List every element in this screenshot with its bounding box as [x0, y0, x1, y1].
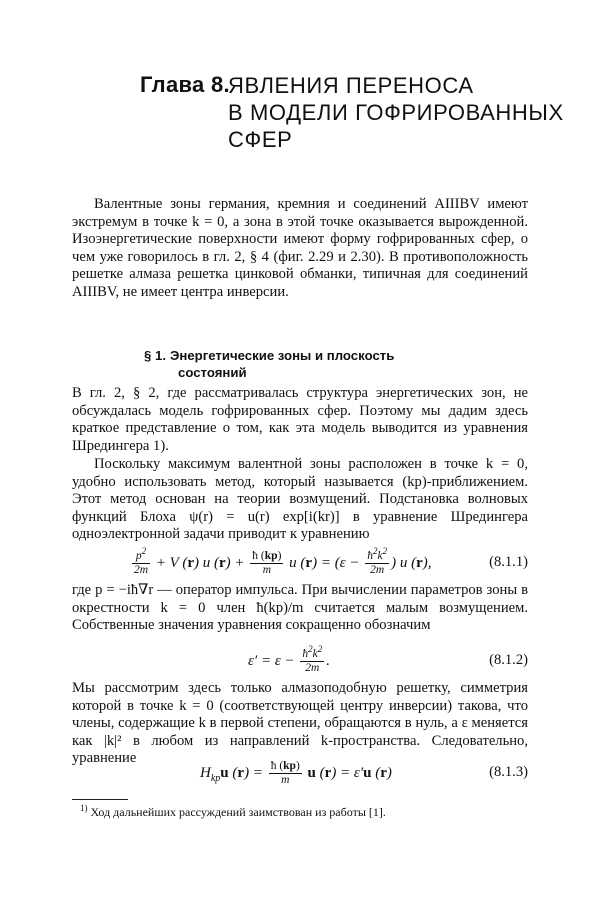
equation-8-1-2 [72, 642, 528, 682]
equation-1-text [0, 0, 1, 1]
paragraph-3: где p = −iħ∇r — оператор импульса. При вычислении параметров зоны в окрестности k = 0 член ħ(kp)/m считается малым возмущением. Собственные значения уравнения сокращенно обозначим [72, 582, 528, 634]
section-heading [144, 348, 464, 381]
equation-body: ε′ = ε − $\frac{ħ^2k^2}{2m}$ . [248, 644, 330, 674]
chapter-title [228, 72, 564, 153]
equation-8-1-1 [72, 544, 528, 584]
footnote [80, 805, 386, 820]
paragraph-2: Поскольку максимум валентной зоны расположен в точке k = 0, удобно использовать метод, который называется (kp)-приближением. Этот метод основан на теории возмущений. Подстановка волновых функций Блоха ψ(r) = u(r) exp[i(kr)] в уравнение Шредингера одноэлектронной задачи приводит к уравнению [72, 456, 528, 543]
footnote-divider [72, 799, 128, 800]
section-title-line1: Энергетические зоны и плоскость [170, 348, 395, 363]
paragraph-1: В гл. 2, § 2, где рассматривалась структура энергетических зон, не обсуждалась модель гофрированных сфер. Поэтому мы дадим здесь краткое представление о том, как эта модель выводится из уравнения Шредингера 1). [72, 385, 528, 454]
equation-number: (8.1.3) [489, 764, 528, 780]
footnote-mark: 1) [80, 803, 88, 813]
section-title-line2: состояний [178, 364, 247, 380]
equation-body: $H_{kp}u$ (r) = $\frac{ħ (kp)}{m}$ u (r) = ε′u (r) [200, 760, 392, 786]
equation-8-1-3 [72, 754, 528, 794]
equation-number: (8.1.1) [489, 554, 528, 570]
intro-paragraph: Валентные зоны германия, кремния и соединений AIIIBV имеют экстремум в точке k = 0, а зона в этой точке оказывается вырожденной. Изоэнергетические поверхности имеют форму гофрированных сфер, о чем уже говорилось в гл. 2, § 4 (фиг. 2.29 и 2.30). В противоположность решетке алмаза решетка цинковой обманки, типичная для соединений AIIIBV, не имеет центра инверсии. [72, 196, 528, 300]
paragraph-4: Мы рассмотрим здесь только алмазоподобную решетку, симметрия которой в точке k = 0 (соответствующей центру инверсии) такова, что члены, содержащие k в первой степени, обращаются в нуль, а ε меняется как |k|² в любом из направлений k-пространства. Следовательно, уравнение [72, 680, 528, 767]
equation-text-store [0, 0, 1, 1]
chapter-label: Глава 8. [140, 72, 230, 97]
chapter-title-line: ЯВЛЕНИЯ ПЕРЕНОСА [228, 73, 474, 98]
equation-number: (8.1.2) [489, 652, 528, 668]
book-page [72, 0, 564, 898]
chapter-title-line: В МОДЕЛИ ГОФРИРОВАННЫХ [228, 100, 564, 125]
section-number: § 1. [144, 348, 166, 363]
footnote-text: Ход дальнейших рассуждений заимствован из работы [1]. [90, 805, 386, 819]
chapter-title-line: СФЕР [228, 127, 293, 152]
equation-body: $\frac{p^2}{2m}$ + V (r) u (r) + $\frac{ħ (kp)}{m}$ u (r) = (ε − $\frac{ħ^2k^2}{2m}$ ) u (r), [134, 546, 432, 576]
